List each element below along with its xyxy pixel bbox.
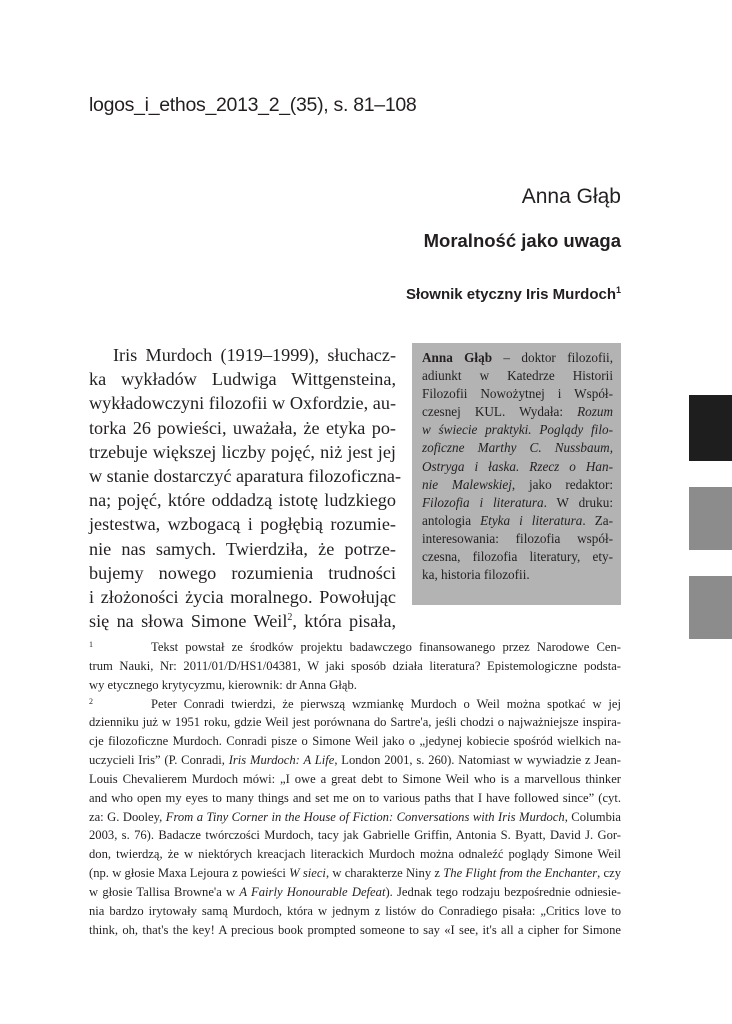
footnote-line: wy etycznego krytycyzmu, kierownik: dr Anna Głąb. (89, 677, 357, 692)
footnote-line: don, twierdzą, że w niektórych kreacjach literackich Murdoch można odnaleźć poglądy Simone Weil (89, 847, 621, 862)
bio-author-name: Anna Głąb (422, 350, 493, 365)
footnote-line (89, 751, 621, 770)
footnote-marker: 2 (287, 612, 293, 623)
footnote-text: uczycieli Iris” (P. Conradi, (89, 753, 229, 768)
body-text-fragment: się na słowa Simone Weil (89, 611, 288, 632)
footnote-line: and who open my eyes to many things and set me on to various paths that I have followed since” (cyt. (89, 790, 621, 805)
bio-line (422, 458, 613, 476)
footnote-line (89, 864, 621, 883)
footnote-line: Louis Chevalierem Murdoch mówi: „I owe a great debt to Simone Weil who is a marvellous thinker (89, 771, 621, 786)
bio-line (422, 476, 613, 494)
bio-text: , jako redaktor: (511, 476, 614, 492)
bio-line (422, 512, 613, 530)
subtitle-text: Słownik etyczny Iris Murdoch (405, 286, 616, 303)
bio-line: ka, historia filozofii. (422, 567, 530, 583)
body-line: wykładowczyni filozofii w Oxfordzie, au- (89, 393, 396, 414)
article-subtitle (406, 286, 621, 303)
cited-title: Iris Murdoch: A Life (228, 753, 335, 768)
body-line: nie nas samych. Twierdziła, że potrze- (89, 538, 396, 559)
subtitle-footnote-marker: 1 (615, 285, 621, 295)
footnote-text: Peter Conradi twierdzi, że pierwszą wzmiankę Murdoch o Weil można spotkać w jej (151, 696, 621, 711)
bio-line: Filozofii Nowożytnej i Współ- (422, 386, 613, 402)
bio-line (422, 421, 613, 439)
body-text (89, 343, 402, 633)
bio-book-title: w świecie praktyki. Poglądy filo- (422, 422, 613, 438)
footnote-text: (np. w głosie Maxa Lejoura z powieści (89, 866, 290, 881)
cited-title: W sieci (289, 866, 326, 881)
section-tab-marker (689, 395, 732, 461)
footnote-line (89, 883, 621, 902)
bio-book-title: Ostryga i łaska. Rzecz o Han- (422, 458, 613, 474)
footnote-number: 2 (89, 696, 93, 706)
bio-line: czesna, filozofia literatury, ety- (422, 549, 613, 565)
bio-line: adiunkt w Katedrze Historii (422, 368, 613, 384)
footnote-line (89, 808, 621, 827)
footnote-text: , London 2001, s. 260). Natomiast w wywiadzie z Jean- (334, 753, 621, 768)
bio-text: . Za- (582, 512, 613, 528)
bio-book-title: Filozofia i literatura (422, 494, 544, 510)
footnote-line: think, oh, that's the key! A precious book prompted someone to say «I see, it's all a cipher for Simone (89, 922, 621, 937)
body-line: Iris Murdoch (1919–1999), słuchacz- (113, 345, 396, 365)
section-tab-marker (689, 487, 732, 550)
cited-title: From a Tiny Corner in the House of Fiction: Conversations with Iris Murdoch (165, 809, 565, 824)
bio-book-title: Rozum (577, 404, 613, 420)
footnote-line (89, 695, 621, 714)
footnote-number: 1 (89, 640, 93, 649)
footnote-text: Tekst powstał ze środków projektu badawczego finansowanego przez Narodowe Cen- (151, 640, 621, 654)
bio-line (422, 349, 613, 367)
bio-book-title: zoficzne Marthy C. Nussbaum, (422, 440, 613, 456)
body-line: na; pojęć, które oddadzą istotę ludzkiego (89, 490, 396, 511)
footnote-text: za: G. Dooley, (89, 809, 166, 824)
cited-title: A Fairly Honourable Defeat (239, 884, 386, 899)
footnote-text: , Columbia (564, 809, 621, 824)
body-line (89, 609, 396, 633)
footnote-text: w głosie Tallisa Browne'a w (89, 884, 240, 899)
bio-line (422, 403, 613, 421)
bio-text: antologia (422, 512, 481, 528)
body-line: i złożoności życia moralnego. Powołując (89, 586, 396, 607)
bio-text: – doktor filozofii, (492, 350, 613, 365)
journal-reference: logos_i_ethos_2013_2_(35), s. 81–108 (89, 94, 417, 116)
footnotes (89, 638, 621, 940)
footnote-line (89, 638, 621, 657)
section-tab-marker (689, 576, 732, 639)
footnote-text: , czy (597, 866, 622, 881)
author-name: Anna Głąb (521, 185, 621, 208)
footnote-line: dzienniku już w 1951 roku, gdzie Weil jest porównana do Sartre'a, jeśli chodzi o najważniejsze inspira- (89, 715, 621, 730)
body-line: trzebuje większej liczby pojęć, niż jest jej (89, 441, 396, 462)
footnote-line: cje filozoficzne Murdoch. Conradi pisze o Simone Weil jako o „jedynej kobiecie spośród wielkich na- (89, 734, 621, 749)
bio-line (422, 494, 613, 512)
article-title: Moralność jako uwaga (423, 230, 621, 251)
author-bio-box (412, 343, 621, 605)
footnote-line: trum Nauki, Nr: 2011/01/D/HS1/04381, W jaki sposób działa literatura? Epistemologiczne podsta- (89, 658, 621, 673)
body-line: bujemy nowego rozumienia trudności (89, 562, 396, 583)
footnote-line: nia bardzo irytowały samą Murdoch, która w jednym z listów do Conradiego pisała: „Critics love to (89, 903, 621, 918)
bio-line (422, 439, 613, 457)
footnote-text: ). Jednak tego rodzaju bezpośrednie odniesie- (385, 884, 621, 899)
body-line: jestestwa, wzbogacą i pogłębią rozumie- (89, 514, 396, 535)
bio-book-title: Etyka i literatura (480, 512, 583, 528)
body-text-fragment: , która pisała, (292, 611, 397, 632)
bio-book-title: nie Malewskiej (422, 476, 512, 492)
body-line: w stanie dostarczyć aparatura filozoficzna- (89, 465, 402, 486)
cited-title: The Flight from the Enchanter (443, 866, 598, 881)
bio-text: . W druku: (543, 494, 614, 510)
footnote-line: 2003, s. 76). Badacze twórczości Murdoch, tacy jak Gabrielle Griffin, Antonia S. Byatt, David J. Gor- (89, 828, 621, 843)
body-line: torka 26 powieści, uważała, że etyka po- (89, 417, 396, 438)
footnote-text: , w charakterze Niny z (325, 866, 444, 881)
body-line: ka wykładów Ludwiga Wittgensteina, (89, 369, 396, 390)
bio-text: czesnej KUL. Wydała: (422, 404, 578, 420)
bio-line: interesowania: filozofia współ- (422, 530, 613, 546)
